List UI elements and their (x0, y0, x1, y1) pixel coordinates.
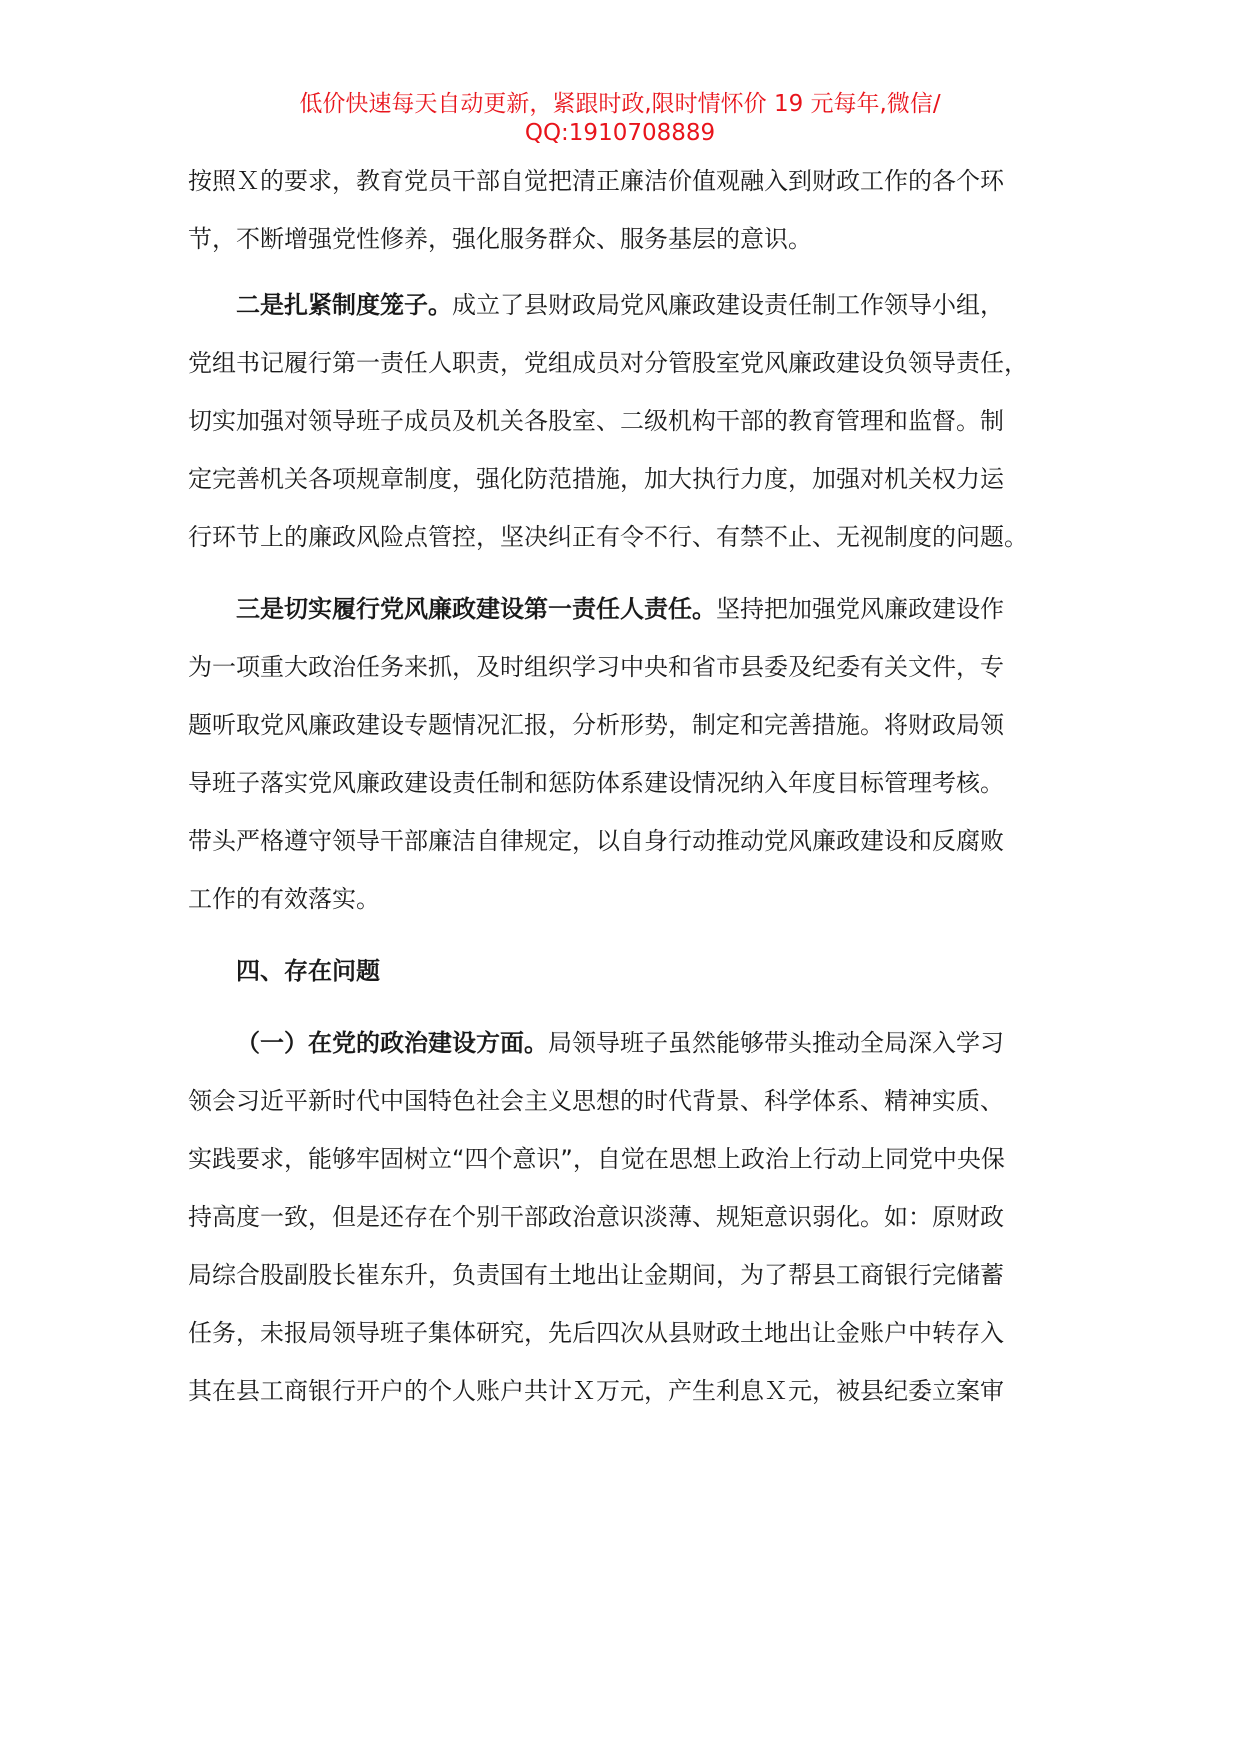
text-line-17: 实践要求，能够牢固树立“四个意识”，自觉在思想上政治上行动上同党中央保 (188, 1145, 1005, 1173)
text-line-21: 其在县工商银行开户的个人账户共计Ｘ万元，产生利息Ｘ元，被县纪委立案审 (188, 1377, 1004, 1405)
subsection-heading: （一）在党的政治建设方面。 (236, 1029, 548, 1057)
text-line-8: 三是切实履行党风廉政建设第一责任人责任。坚持把加强党风廉政建设作 (236, 595, 1004, 623)
text-line-10: 题听取党风廉政建设专题情况汇报，分析形势，制定和完善措施。将财政局领 (188, 711, 1004, 739)
text-line-1: 按照Ｘ的要求，教育党员干部自觉把清正廉洁价值观融入到财政工作的各个环 (188, 167, 1004, 195)
text-line-11: 导班子落实党风廉政建设责任制和惩防体系建设情况纳入年度目标管理考核。 (188, 769, 1004, 797)
text-line-12: 带头严格遵守领导干部廉洁自律规定，以自身行动推动党风廉政建设和反腐败 (188, 827, 1004, 855)
text-line-16: 领会习近平新时代中国特色社会主义思想的时代背景、科学体系、精神实质、 (188, 1087, 1004, 1115)
text-line-3: 二是扎紧制度笼子。成立了县财政局党风廉政建设责任制工作领导小组， (236, 291, 1004, 319)
header-notice (0, 90, 1240, 148)
text-line-13: 工作的有效落实。 (188, 885, 380, 913)
text-line-18: 持高度一致，但是还存在个别干部政治意识淡薄、规矩意识弱化。如：原财政 (188, 1203, 1004, 1231)
text-line-15: （一）在党的政治建设方面。局领导班子虽然能够带头推动全局深入学习 (236, 1029, 1004, 1057)
subsection-heading: 二是扎紧制度笼子。 (236, 291, 452, 319)
text-line-9: 为一项重大政治任务来抓，及时组织学习中央和省市县委及纪委有关文件，专 (188, 653, 1004, 681)
header-notice-line-2: QQ:1910708889 (524, 120, 716, 146)
text-line-7: 行环节上的廉政风险点管控，坚决纠正有令不行、有禁不止、无视制度的问题。 (188, 523, 1028, 551)
text-line-19: 局综合股副股长崔东升，负责国有土地出让金期间，为了帮县工商银行完储蓄 (188, 1261, 1004, 1289)
text-line-4: 党组书记履行第一责任人职责，党组成员对分管股室党风廉政建设负领导责任， (188, 349, 1028, 377)
text-line-5: 切实加强对领导班子成员及机关各股室、二级机构干部的教育管理和监督。制 (188, 407, 1004, 435)
subsection-heading: 三是切实履行党风廉政建设第一责任人责任。 (236, 595, 716, 623)
section-heading: 四、存在问题 (236, 957, 380, 985)
text-line-2: 节，不断增强党性修养，强化服务群众、服务基层的意识。 (188, 225, 812, 253)
text-line-20: 任务，未报局领导班子集体研究，先后四次从县财政土地出让金账户中转存入 (188, 1319, 1004, 1347)
text-line-6: 定完善机关各项规章制度，强化防范措施，加大执行力度，加强对机关权力运 (188, 465, 1004, 493)
header-notice-line-1: 低价快速每天自动更新，紧跟时政,限时情怀价 19 元每年,微信/ (299, 91, 941, 117)
